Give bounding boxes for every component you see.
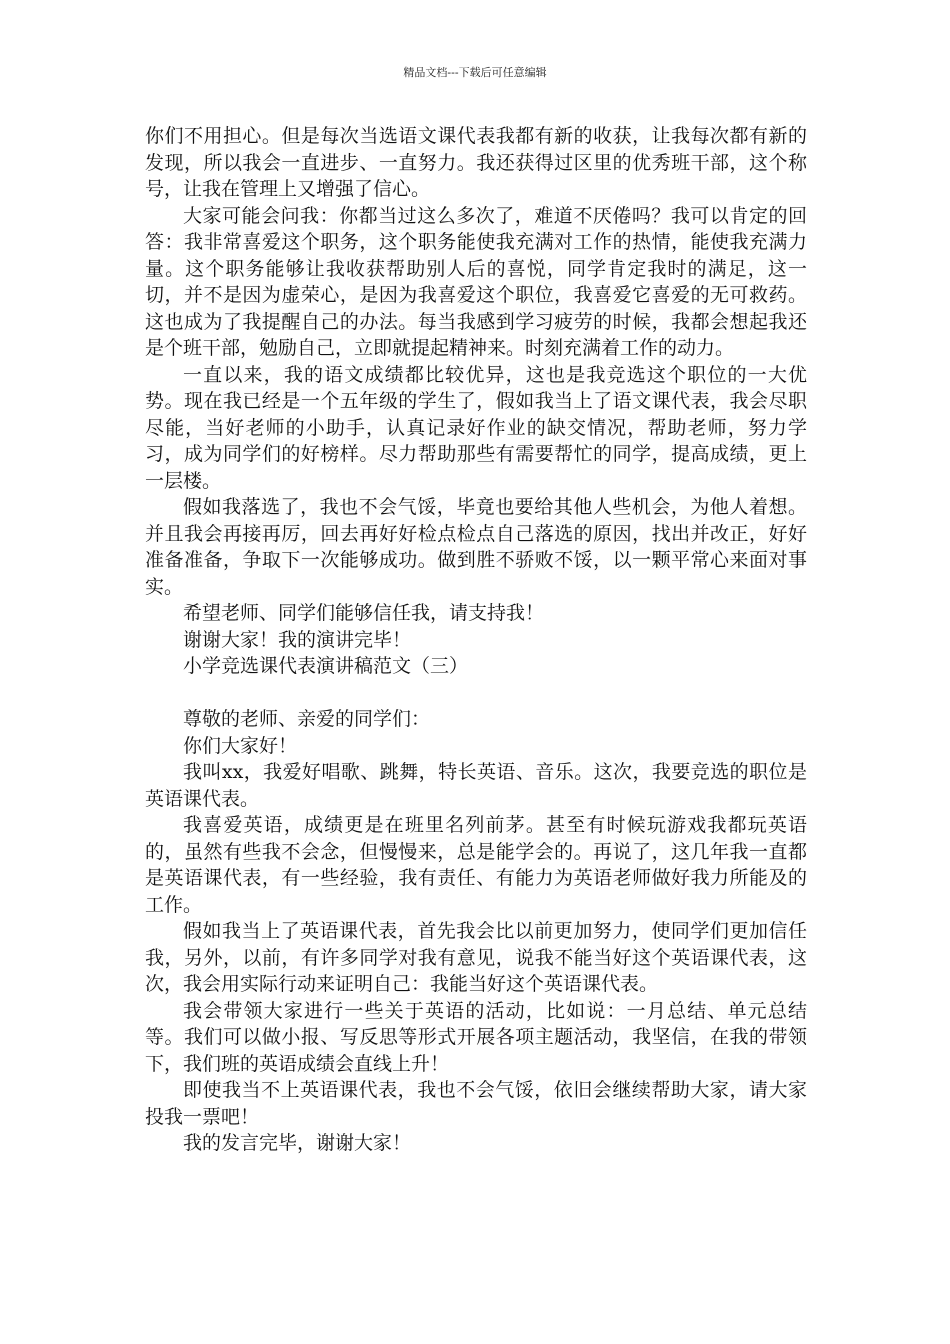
closing: 我的发言完毕，谢谢大家！ bbox=[183, 1132, 412, 1154]
section-title: 小学竞选课代表演讲稿范文（三） bbox=[183, 655, 469, 677]
paragraph: 谢谢大家！我的演讲完毕！ bbox=[183, 628, 412, 651]
greeting: 你们大家好！ bbox=[183, 734, 298, 757]
page-header: 精品文档---下载后可任意编辑 bbox=[403, 66, 547, 79]
paragraph: 你们不用担心。但是每次当选语文课代表我都有新的收获，让我每次都有新的发现，所以我会一直进步、一直努力。我还获得过区里的优秀班干部，这个称号，让我在管理上又增强了信心。 bbox=[145, 125, 807, 200]
paragraph: 一直以来，我的语文成绩都比较优异，这也是我竞选这个职位的一大优势。现在我已经是一个五年级的学生了，假如我当上了语文课代表，我会尽职尽能，当好老师的小助手，认真记录好作业的缺交情况，帮助老师，努力学习，成为同学们的好榜样。尽力帮助那些有需要帮忙的同学，提高成绩，更上一层楼。 bbox=[145, 363, 807, 492]
paragraph: 希望老师、同学们能够信任我，请支持我！ bbox=[183, 602, 545, 624]
paragraph: 假如我落选了，我也不会气馁，毕竟也要给其他人些机会，为他人着想。并且我会再接再厉，回去再好好检点检点自己落选的原因，找出并改正，好好准备准备，争取下一次能够成功。做到胜不骄败不馁，以一颗平常心来面对事实。 bbox=[145, 496, 807, 598]
blank-line bbox=[145, 680, 807, 707]
paragraph: 即使我当不上英语课代表，我也不会气馁，依旧会继续帮助大家，请大家投我一票吧！ bbox=[145, 1079, 807, 1128]
paragraph: 大家可能会问我：你都当过这么多次了，难道不厌倦吗？我可以肯定的回答：我非常喜爱这个职务，这个职务能使我充满对工作的热情，能使我充满力量。这个职务能够让我收获帮助别人后的喜悦，同学肯定我时的满足，这一切，并不是因为虚荣心，是因为我喜爱这个职位，我喜爱它喜爱的无可救药。这也成为了我提醒自己的办法。每当我感到学习疲劳的时候，我都会想起我还是个班干部，勉励自己，立即就提起精神来。时刻充满着工作的动力。 bbox=[145, 204, 807, 359]
paragraph: 我会带领大家进行一些关于英语的活动，比如说：一月总结、单元总结等。我们可以做小报、写反思等形式开展各项主题活动，我坚信，在我的带领下，我们班的英语成绩会直线上升！ bbox=[145, 999, 807, 1075]
document-body bbox=[145, 123, 807, 1157]
salutation: 尊敬的老师、亲爱的同学们： bbox=[183, 708, 431, 730]
paragraph: 假如我当上了英语课代表，首先我会比以前更加努力，使同学们更加信任我，另外，以前，有许多同学对我有意见，说我不能当好这个英语课代表，这次，我会用实际行动来证明自己：我能当好这个英语课代表。 bbox=[145, 920, 807, 995]
paragraph: 我叫xx，我爱好唱歌、跳舞，特长英语、音乐。这次，我要竞选的职位是英语课代表。 bbox=[145, 761, 807, 810]
paragraph: 我喜爱英语，成绩更是在班里名列前茅。甚至有时候玩游戏我都玩英语的，虽然有些我不会念，但慢慢来，总是能学会的。再说了，这几年我一直都是英语课代表，有一些经验，我有责任、有能力为英语老师做好我力所能及的工作。 bbox=[145, 814, 807, 916]
